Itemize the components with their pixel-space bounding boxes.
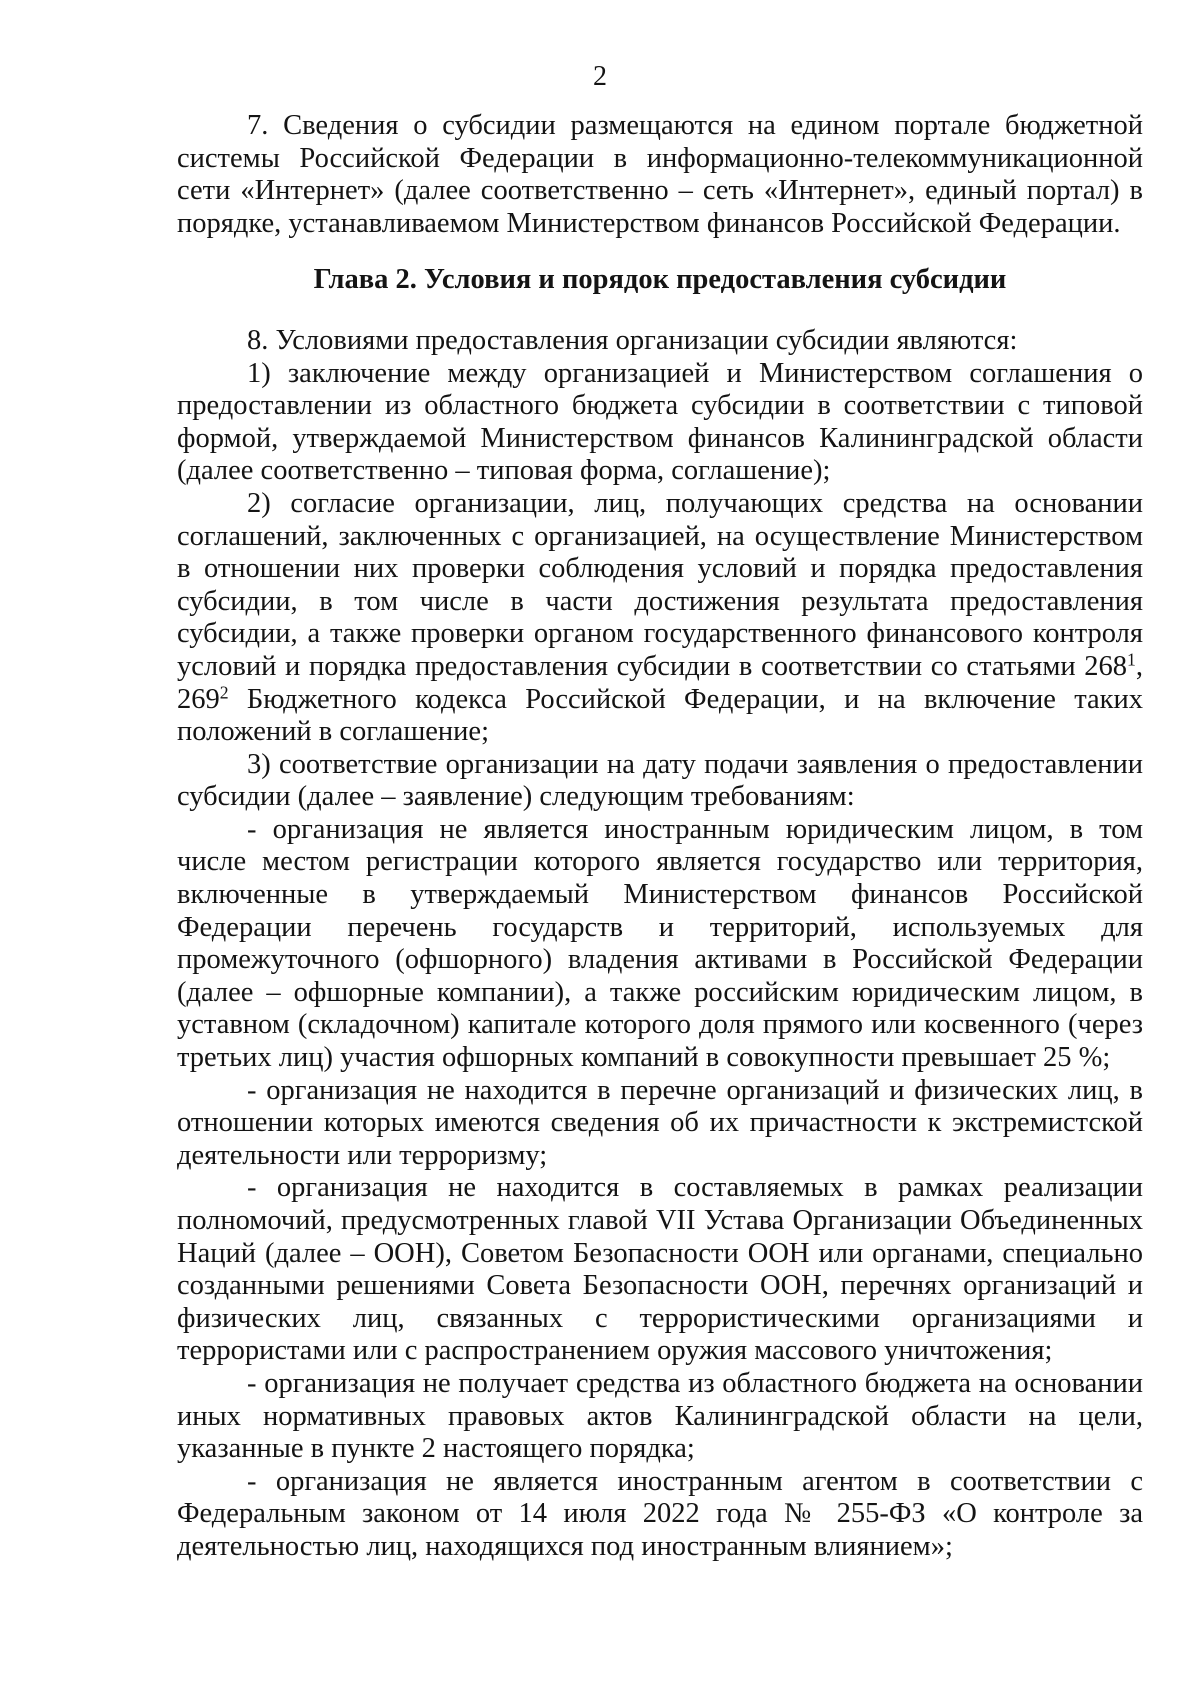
item-8-subitem-2 xyxy=(177,488,1143,749)
requirement-offshore: - организация не является иностранным юридическим лицом, в том числе местом регистрации которого является государство или территория, включенные в утверждаемый Министерством финансов Российской Федерации перечень государств и территорий, используемых для промежуточного (офшорного) владения активами в Российской Федерации (далее – офшорные компании), а также российским юридическим лицом, в уставном (складочном) капитале которого доля прямого или косвенного (через третьих лиц) участия офшорных компаний в совокупности превышает 25 %; xyxy=(177,813,1143,1074)
document-body xyxy=(177,110,1143,1564)
requirement-un-lists: - организация не находится в составляемых в рамках реализации полномочий, предусмотренных главой VII Устава Организации Объединенных Наций (далее – ООН), Советом Безопасности ООН или органами, специально созданными решениями Совета Безопасности ООН, перечнях организаций и физических лиц, связанных с террористическими организациями и террористами или с распространением оружия массового уничтожения; xyxy=(177,1172,1143,1367)
superscript-2: 2 xyxy=(219,681,229,702)
item-8-subitem-1: 1) заключение между организацией и Министерством соглашения о предоставлении из областного бюджета субсидии в соответствии с типовой формой, утверждаемой Министерством финансов Калининградской области (далее соответственно – типовая форма, соглашение); xyxy=(177,357,1143,487)
subitem-2-text-after: Бюджетного кодекса Российской Федерации, и на включение таких положений в соглашение; xyxy=(177,683,1143,748)
item-8-subitem-3: 3) соответствие организации на дату подачи заявления о предоставлении субсидии (далее – заявление) следующим требованиям: xyxy=(177,748,1143,813)
item-8-intro: 8. Условиями предоставления организации субсидии являются: xyxy=(247,324,1018,356)
requirement-extremism: - организация не находится в перечне организаций и физических лиц, в отношении которых имеются сведения об их причастности к экстремистской деятельности или терроризму; xyxy=(177,1074,1143,1171)
chapter-heading: Глава 2. Условия и порядок предоставления субсидии xyxy=(313,264,1007,296)
superscript-1: 1 xyxy=(1127,649,1136,670)
subitem-2-text-before: 2) согласие организации, лиц, получающих средства на основании соглашений, заключенных с организацией, на осуществление Министерством в отношении них проверки соблюдения условий и порядка предоставления субсидии, в том числе в части достижения результата предоставления субсидии, а также проверки органом государственного финансового контроля условий и порядка предоставления субсидии в соответствии со статьями 268 xyxy=(177,487,1143,682)
page-number: 2 xyxy=(593,61,607,92)
requirement-foreign-agent: - организация не является иностранным агентом в соответствии с Федеральным законом от 14 июля 2022 года № 255-ФЗ «О контроле за деятельностью лиц, находящихся под иностранным влиянием»; xyxy=(177,1465,1143,1562)
requirement-no-other-funds: - организация не получает средства из областного бюджета на основании иных нормативных правовых актов Калининградской области на цели, указанные в пункте 2 настоящего порядка; xyxy=(177,1367,1143,1465)
subitem-2-text-middle: , 269 xyxy=(177,650,1143,715)
item-7-paragraph: 7. Сведения о субсидии размещаются на едином портале бюджетной системы Российской Федерации в информационно-телекоммуникационной сети «Интернет» (далее соответственно – сеть «Интернет», единый портал) в порядке, устанавливаемом Министерством финансов Российской Федерации. xyxy=(177,110,1143,239)
